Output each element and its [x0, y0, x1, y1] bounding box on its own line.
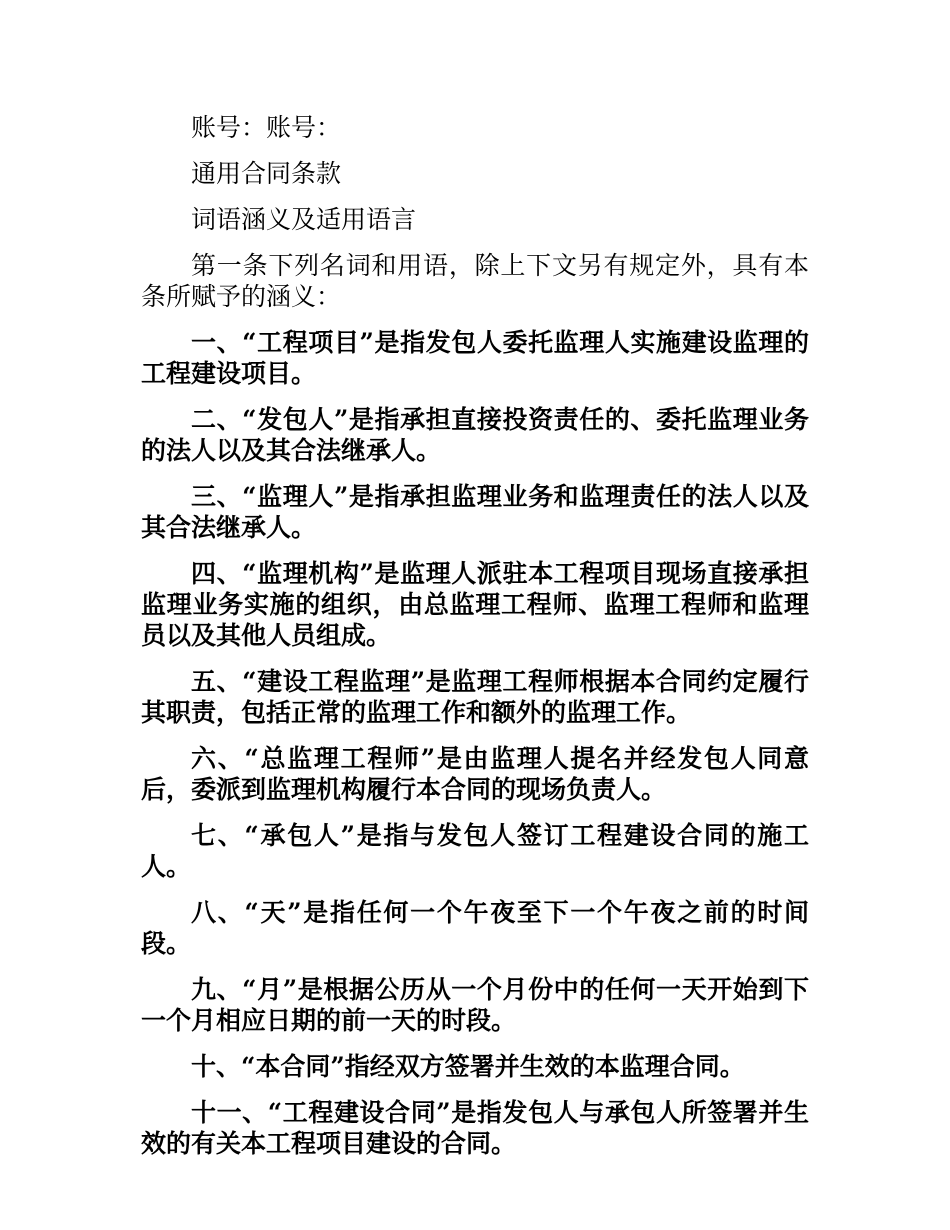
section-title: 通用合同条款 — [191, 159, 342, 188]
definition-item: 八、“天”是指任何一个午夜至下一个午夜之前的时间段。 — [141, 898, 809, 958]
definition-item: 六、“总监理工程师”是由监理人提名并经发包人同意后，委派到监理机构履行本合同的现场负责人。 — [141, 744, 809, 804]
definition-item: 五、“建设工程监理”是监理工程师根据本合同约定履行其职责，包括正常的监理工作和额外的监理工作。 — [141, 667, 809, 727]
definition-item: 四、“监理机构”是监理人派驻本工程项目现场直接承担监理业务实施的组织，由总监理工程师、监理工程师和监理员以及其他人员组成。 — [141, 559, 809, 650]
definition-item: 三、“监理人”是指承担监理业务和监理责任的法人以及其合法继承人。 — [141, 482, 809, 542]
definition-item: 十一、“工程建设合同”是指发包人与承包人所签署并生效的有关本工程项目建设的合同。 — [141, 1098, 809, 1158]
definition-item: 七、“承包人”是指与发包人签订工程建设合同的施工人。 — [141, 821, 809, 881]
article-intro: 第一条下列名词和用语，除上下文另有规定外，具有本条所赋予的涵义： — [141, 251, 809, 311]
definition-item: 九、“月”是根据公历从一个月份中的任何一天开始到下一个月相应日期的前一天的时段。 — [141, 975, 809, 1035]
definition-item: 一、“工程项目”是指发包人委托监理人实施建设监理的工程建设项目。 — [141, 328, 809, 388]
definition-item: 二、“发包人”是指承担直接投资责任的、委托监理业务的法人以及其合法继承人。 — [141, 405, 809, 465]
document-page — [141, 112, 809, 1174]
account-line: 账号：账号： — [191, 113, 342, 142]
subsection-title: 词语涵义及适用语言 — [191, 205, 417, 234]
definition-item: 十、“本合同”指经双方签署并生效的本监理合同。 — [191, 1052, 745, 1081]
